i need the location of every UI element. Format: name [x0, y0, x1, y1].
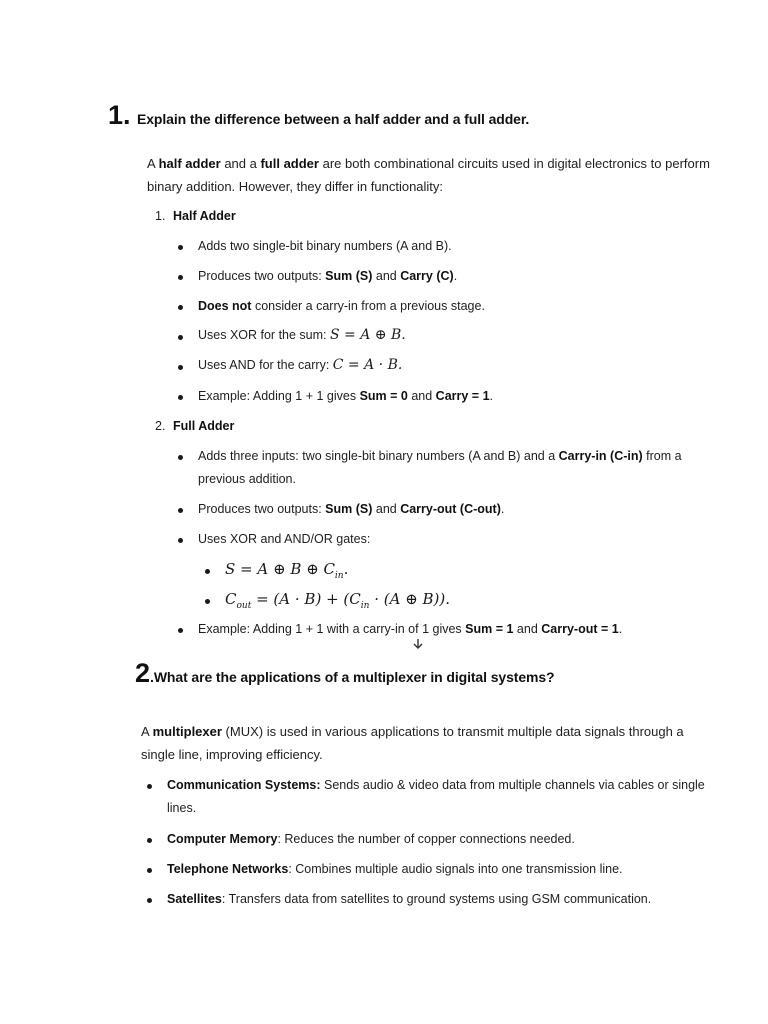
- bullet-dot: [147, 784, 152, 789]
- full-adder-sum-equation: S = A ⊕ B ⊕ $C_{in}$.: [225, 560, 349, 581]
- full-adder-bullet-1: Adds three inputs: two single-bit binary numbers (A and B) and a Carry-in (C-in) from a: [198, 449, 682, 463]
- question-2-number: 2: [135, 658, 151, 688]
- arrow-down-icon: [412, 638, 424, 650]
- application-item-3: Telephone Networks: Combines multiple audio signals into one transmission line.: [167, 862, 623, 876]
- q2-intro-line-1: A multiplexer (MUX) is used in various applications to transmit multiple data signals through a: [141, 724, 684, 739]
- half-adder-bullet-6: Example: Adding 1 + 1 gives Sum = 0 and Carry = 1.: [198, 389, 494, 403]
- full-adder-bullet-1-line-2: previous addition.: [198, 472, 296, 486]
- bullet-dot: [178, 245, 183, 250]
- question-2-title: .What are the applications of a multiplexer in digital systems?: [150, 669, 555, 685]
- bullet-dot: [178, 455, 183, 460]
- bullet-dot: [178, 275, 183, 280]
- full-adder-list-number: 2.: [155, 419, 166, 433]
- full-adder-title: Full Adder: [173, 419, 235, 433]
- half-adder-bullet-2: Produces two outputs: Sum (S) and Carry (C).: [198, 269, 458, 283]
- full-adder-bullet-4: Example: Adding 1 + 1 with a carry-in of 1 gives Sum = 1 and Carry-out = 1.: [198, 622, 623, 636]
- application-item-1-line-2: lines.: [167, 801, 197, 815]
- question-1-heading: [108, 100, 529, 131]
- q2-intro-paragraph: [141, 720, 731, 766]
- half-adder-title: Half Adder: [173, 209, 236, 223]
- half-adder-bullet-5: Uses AND for the carry: C = A · B.: [198, 357, 403, 373]
- q1-intro-line-2: binary addition. However, they differ in functionality:: [147, 179, 444, 194]
- q1-intro-line-1: A half adder and a full adder are both combinational circuits used in digital electronics to perform: [147, 156, 710, 171]
- bullet-dot: [178, 395, 183, 400]
- term-multiplexer: multiplexer: [152, 724, 222, 739]
- full-adder-bullet-3: Uses XOR and AND/OR gates:: [198, 532, 371, 546]
- carry-equation: C = A · B.: [332, 357, 403, 373]
- half-adder-bullet-3: Does not consider a carry-in from a previous stage.: [198, 299, 485, 313]
- term-half-adder: half adder: [158, 156, 221, 171]
- question-1-title: Explain the difference between a half adder and a full adder.: [136, 111, 530, 127]
- sum-equation: S = A ⊕ B.: [329, 327, 406, 343]
- half-adder-bullet-4: Uses XOR for the sum: S = A ⊕ B.: [198, 327, 406, 343]
- bullet-dot: [178, 305, 183, 310]
- scroll-down-button[interactable]: [410, 638, 426, 652]
- term-full-adder: full adder: [260, 156, 319, 171]
- bullet-dot: [147, 868, 152, 873]
- q1-intro-paragraph: [147, 152, 727, 198]
- bullet-dot: [178, 508, 183, 513]
- bullet-dot: [178, 335, 183, 340]
- full-adder-bullet-2: Produces two outputs: Sum (S) and Carry-out (C-out).: [198, 502, 505, 516]
- bullet-dot: [147, 838, 152, 843]
- question-2-heading: [135, 658, 555, 689]
- bullet-dot: [178, 628, 183, 633]
- bullet-dot: [147, 898, 152, 903]
- full-adder-carry-equation: $C_{out} = (A \cdot B) + (C_{in} \cdot (A$ ⊕ B)).: [225, 590, 451, 611]
- question-1-number: 1.: [108, 100, 131, 130]
- application-item-2: Computer Memory: Reduces the number of copper connections needed.: [167, 832, 575, 846]
- bullet-dot: [205, 569, 210, 574]
- q2-intro-line-2: single line, improving efficiency.: [141, 747, 323, 762]
- application-item-1: Communication Systems: Sends audio & video data from multiple channels via cables or single: [167, 778, 705, 792]
- bullet-dot: [205, 599, 210, 604]
- application-item-4: Satellites: Transfers data from satellites to ground systems using GSM communication.: [167, 892, 652, 906]
- half-adder-list-number: 1.: [155, 209, 166, 223]
- bullet-dot: [178, 538, 183, 543]
- half-adder-bullet-1: Adds two single-bit binary numbers (A and B).: [198, 239, 452, 253]
- bullet-dot: [178, 365, 183, 370]
